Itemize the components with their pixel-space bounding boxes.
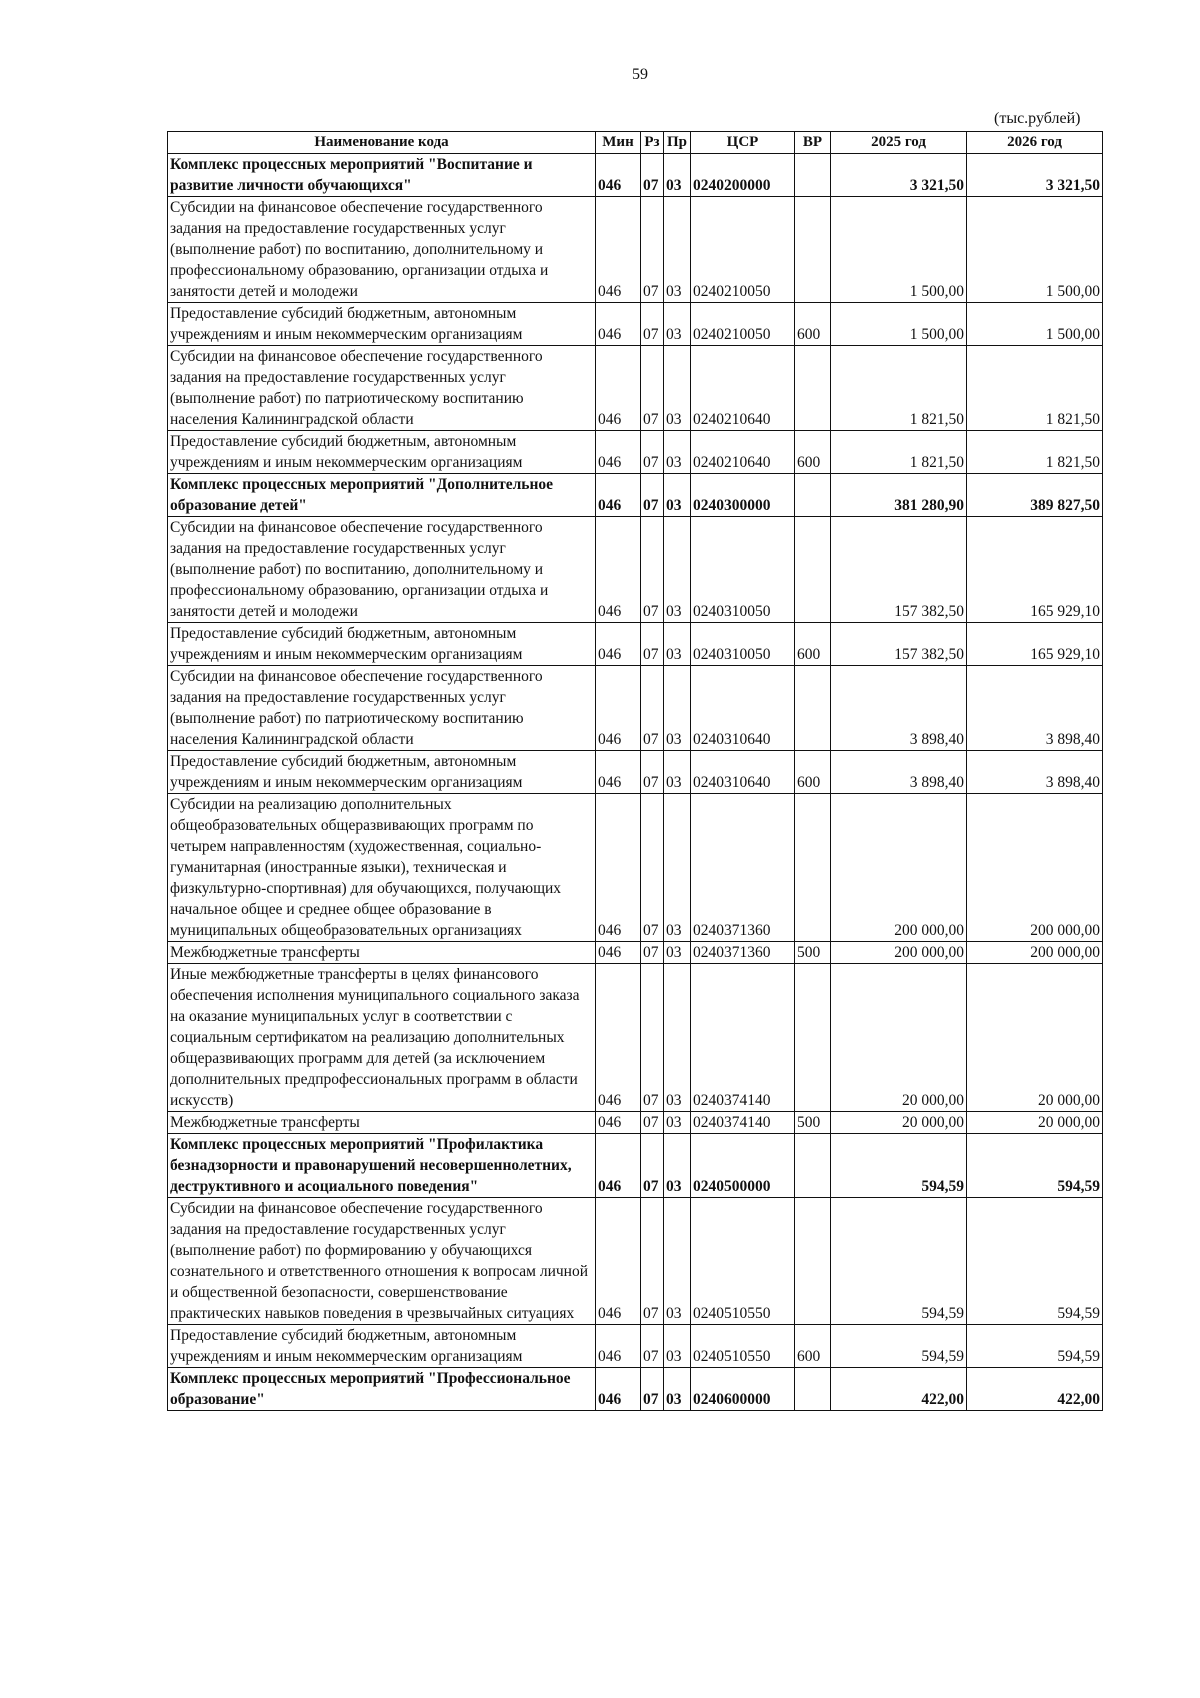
cell-name: Субсидии на финансовое обеспечение государственного задания на предоставление государственных услуг (выполнение работ) по патриотическому воспитанию населения Калининградской области bbox=[168, 666, 596, 751]
cell-name: Комплекс процессных мероприятий "Дополнительное образование детей" bbox=[168, 474, 596, 517]
cell-rz: 07 bbox=[641, 751, 664, 794]
cell-rz: 07 bbox=[641, 431, 664, 474]
cell-csr: 0240374140 bbox=[691, 964, 795, 1112]
cell-vr bbox=[795, 1368, 831, 1411]
cell-vr: 500 bbox=[795, 942, 831, 964]
header-2026: 2026 год bbox=[967, 132, 1103, 154]
cell-name: Иные межбюджетные трансферты в целях финансового обеспечения исполнения муниципального социального заказа на оказание муниципальных услуг в соответствии с социальным сертификатом на реализацию дополнительных общеразвивающих программ для детей (за исключением дополнительных предпрофессиональных программ в области искусств) bbox=[168, 964, 596, 1112]
cell-2025: 1 821,50 bbox=[831, 431, 967, 474]
units-label: (тыс.рублей) bbox=[994, 110, 1081, 127]
cell-vr bbox=[795, 1134, 831, 1198]
cell-name: Межбюджетные трансферты bbox=[168, 1112, 596, 1134]
cell-2026: 165 929,10 bbox=[967, 623, 1103, 666]
cell-2025: 381 280,90 bbox=[831, 474, 967, 517]
cell-2026: 422,00 bbox=[967, 1368, 1103, 1411]
cell-2026: 165 929,10 bbox=[967, 517, 1103, 623]
cell-rz: 07 bbox=[641, 942, 664, 964]
cell-name: Субсидии на реализацию дополнительных общеобразовательных общеразвивающих программ по четырем направленностям (художественная, социально-гуманитарная (иностранные языки), техническая и физкультурно-спортивная) для обучающихся, получающих начальное общее и среднее общее образование в муниципальных общеобразовательных организациях bbox=[168, 794, 596, 942]
cell-2026: 594,59 bbox=[967, 1325, 1103, 1368]
cell-pr: 03 bbox=[664, 942, 691, 964]
cell-vr: 600 bbox=[795, 303, 831, 346]
cell-2025: 594,59 bbox=[831, 1325, 967, 1368]
cell-pr: 03 bbox=[664, 517, 691, 623]
cell-vr: 600 bbox=[795, 1325, 831, 1368]
cell-rz: 07 bbox=[641, 197, 664, 303]
cell-vr: 500 bbox=[795, 1112, 831, 1134]
cell-csr: 0240310640 bbox=[691, 751, 795, 794]
cell-pr: 03 bbox=[664, 751, 691, 794]
cell-pr: 03 bbox=[664, 1368, 691, 1411]
cell-min: 046 bbox=[596, 1198, 641, 1325]
cell-rz: 07 bbox=[641, 474, 664, 517]
cell-rz: 07 bbox=[641, 1368, 664, 1411]
cell-name: Субсидии на финансовое обеспечение государственного задания на предоставление государственных услуг (выполнение работ) по патриотическому воспитанию населения Калининградской области bbox=[168, 346, 596, 431]
cell-csr: 0240310640 bbox=[691, 666, 795, 751]
table-row bbox=[168, 1368, 1103, 1411]
cell-2025: 157 382,50 bbox=[831, 517, 967, 623]
cell-min: 046 bbox=[596, 794, 641, 942]
table-body bbox=[168, 154, 1103, 1411]
cell-min: 046 bbox=[596, 303, 641, 346]
cell-2026: 1 500,00 bbox=[967, 197, 1103, 303]
table-row bbox=[168, 1325, 1103, 1368]
cell-2026: 594,59 bbox=[967, 1134, 1103, 1198]
cell-name: Межбюджетные трансферты bbox=[168, 942, 596, 964]
cell-min: 046 bbox=[596, 517, 641, 623]
cell-csr: 0240510550 bbox=[691, 1325, 795, 1368]
cell-2026: 200 000,00 bbox=[967, 794, 1103, 942]
cell-csr: 0240210050 bbox=[691, 303, 795, 346]
cell-min: 046 bbox=[596, 346, 641, 431]
cell-vr bbox=[795, 964, 831, 1112]
cell-min: 046 bbox=[596, 154, 641, 197]
cell-2025: 3 898,40 bbox=[831, 666, 967, 751]
cell-pr: 03 bbox=[664, 1112, 691, 1134]
cell-min: 046 bbox=[596, 431, 641, 474]
cell-pr: 03 bbox=[664, 666, 691, 751]
header-vr: ВР bbox=[795, 132, 831, 154]
table-row bbox=[168, 964, 1103, 1112]
cell-2026: 3 321,50 bbox=[967, 154, 1103, 197]
cell-csr: 0240300000 bbox=[691, 474, 795, 517]
table-row bbox=[168, 1198, 1103, 1325]
cell-rz: 07 bbox=[641, 794, 664, 942]
header-csr: ЦСР bbox=[691, 132, 795, 154]
cell-rz: 07 bbox=[641, 517, 664, 623]
cell-min: 046 bbox=[596, 474, 641, 517]
cell-2025: 3 898,40 bbox=[831, 751, 967, 794]
cell-2025: 594,59 bbox=[831, 1198, 967, 1325]
cell-pr: 03 bbox=[664, 1325, 691, 1368]
cell-2026: 20 000,00 bbox=[967, 964, 1103, 1112]
cell-2025: 200 000,00 bbox=[831, 942, 967, 964]
table-row bbox=[168, 1134, 1103, 1198]
cell-name: Комплекс процессных мероприятий "Профилактика безнадзорности и правонарушений несовершеннолетних, деструктивного и асоциального поведения" bbox=[168, 1134, 596, 1198]
cell-2025: 1 500,00 bbox=[831, 303, 967, 346]
cell-name: Предоставление субсидий бюджетным, автономным учреждениям и иным некоммерческим организациям bbox=[168, 431, 596, 474]
cell-2026: 3 898,40 bbox=[967, 666, 1103, 751]
table-row bbox=[168, 751, 1103, 794]
header-name: Наименование кода bbox=[168, 132, 596, 154]
cell-rz: 07 bbox=[641, 303, 664, 346]
cell-pr: 03 bbox=[664, 346, 691, 431]
cell-csr: 0240210640 bbox=[691, 431, 795, 474]
cell-vr bbox=[795, 517, 831, 623]
cell-rz: 07 bbox=[641, 1198, 664, 1325]
cell-min: 046 bbox=[596, 666, 641, 751]
cell-2026: 1 821,50 bbox=[967, 431, 1103, 474]
table-row bbox=[168, 346, 1103, 431]
table-row bbox=[168, 303, 1103, 346]
table-row bbox=[168, 431, 1103, 474]
cell-csr: 0240600000 bbox=[691, 1368, 795, 1411]
cell-name: Предоставление субсидий бюджетным, автономным учреждениям и иным некоммерческим организациям bbox=[168, 303, 596, 346]
header-pr: Пр bbox=[664, 132, 691, 154]
cell-rz: 07 bbox=[641, 346, 664, 431]
cell-2025: 3 321,50 bbox=[831, 154, 967, 197]
cell-name: Предоставление субсидий бюджетным, автономным учреждениям и иным некоммерческим организациям bbox=[168, 751, 596, 794]
cell-name: Комплекс процессных мероприятий "Воспитание и развитие личности обучающихся" bbox=[168, 154, 596, 197]
cell-csr: 0240371360 bbox=[691, 794, 795, 942]
cell-rz: 07 bbox=[641, 964, 664, 1112]
cell-2025: 20 000,00 bbox=[831, 1112, 967, 1134]
cell-pr: 03 bbox=[664, 303, 691, 346]
cell-rz: 07 bbox=[641, 1134, 664, 1198]
cell-min: 046 bbox=[596, 964, 641, 1112]
cell-2025: 157 382,50 bbox=[831, 623, 967, 666]
table-header-row bbox=[168, 132, 1103, 154]
cell-2026: 594,59 bbox=[967, 1198, 1103, 1325]
cell-vr bbox=[795, 1198, 831, 1325]
table-row bbox=[168, 1112, 1103, 1134]
cell-pr: 03 bbox=[664, 794, 691, 942]
cell-2026: 1 500,00 bbox=[967, 303, 1103, 346]
cell-pr: 03 bbox=[664, 1134, 691, 1198]
cell-min: 046 bbox=[596, 197, 641, 303]
cell-rz: 07 bbox=[641, 1325, 664, 1368]
cell-vr bbox=[795, 794, 831, 942]
cell-pr: 03 bbox=[664, 154, 691, 197]
cell-pr: 03 bbox=[664, 623, 691, 666]
cell-vr bbox=[795, 346, 831, 431]
cell-rz: 07 bbox=[641, 1112, 664, 1134]
cell-min: 046 bbox=[596, 1368, 641, 1411]
table-row bbox=[168, 154, 1103, 197]
cell-2026: 389 827,50 bbox=[967, 474, 1103, 517]
cell-csr: 0240500000 bbox=[691, 1134, 795, 1198]
cell-pr: 03 bbox=[664, 197, 691, 303]
cell-pr: 03 bbox=[664, 1198, 691, 1325]
cell-csr: 0240310050 bbox=[691, 517, 795, 623]
cell-name: Предоставление субсидий бюджетным, автономным учреждениям и иным некоммерческим организациям bbox=[168, 1325, 596, 1368]
cell-csr: 0240371360 bbox=[691, 942, 795, 964]
cell-2026: 20 000,00 bbox=[967, 1112, 1103, 1134]
cell-vr bbox=[795, 197, 831, 303]
cell-rz: 07 bbox=[641, 666, 664, 751]
cell-pr: 03 bbox=[664, 964, 691, 1112]
cell-vr bbox=[795, 666, 831, 751]
header-rz: Рз bbox=[641, 132, 664, 154]
header-min: Мин bbox=[596, 132, 641, 154]
cell-name: Субсидии на финансовое обеспечение государственного задания на предоставление государственных услуг (выполнение работ) по воспитанию, дополнительному и профессиональному образованию, организации отдыха и занятости детей и молодежи bbox=[168, 197, 596, 303]
cell-csr: 0240210640 bbox=[691, 346, 795, 431]
cell-pr: 03 bbox=[664, 431, 691, 474]
cell-csr: 0240310050 bbox=[691, 623, 795, 666]
cell-2025: 594,59 bbox=[831, 1134, 967, 1198]
cell-2025: 200 000,00 bbox=[831, 794, 967, 942]
table-row bbox=[168, 794, 1103, 942]
cell-name: Комплекс процессных мероприятий "Профессиональное образование" bbox=[168, 1368, 596, 1411]
cell-name: Предоставление субсидий бюджетным, автономным учреждениям и иным некоммерческим организациям bbox=[168, 623, 596, 666]
cell-vr: 600 bbox=[795, 751, 831, 794]
cell-2026: 3 898,40 bbox=[967, 751, 1103, 794]
cell-2025: 1 500,00 bbox=[831, 197, 967, 303]
cell-min: 046 bbox=[596, 623, 641, 666]
table-row bbox=[168, 197, 1103, 303]
cell-2025: 1 821,50 bbox=[831, 346, 967, 431]
cell-min: 046 bbox=[596, 942, 641, 964]
cell-rz: 07 bbox=[641, 623, 664, 666]
table-row bbox=[168, 666, 1103, 751]
cell-vr bbox=[795, 154, 831, 197]
cell-min: 046 bbox=[596, 751, 641, 794]
cell-name: Субсидии на финансовое обеспечение государственного задания на предоставление государственных услуг (выполнение работ) по формированию у обучающихся сознательного и ответственного отношения к вопросам личной и общественной безопасности, совершенствование практических навыков поведения в чрезвычайных ситуациях bbox=[168, 1198, 596, 1325]
cell-csr: 0240210050 bbox=[691, 197, 795, 303]
cell-csr: 0240200000 bbox=[691, 154, 795, 197]
cell-min: 046 bbox=[596, 1134, 641, 1198]
table-row bbox=[168, 623, 1103, 666]
cell-vr bbox=[795, 474, 831, 517]
cell-min: 046 bbox=[596, 1112, 641, 1134]
cell-csr: 0240510550 bbox=[691, 1198, 795, 1325]
cell-pr: 03 bbox=[664, 474, 691, 517]
cell-vr: 600 bbox=[795, 623, 831, 666]
page-number-text: 59 bbox=[632, 66, 648, 83]
cell-2026: 1 821,50 bbox=[967, 346, 1103, 431]
table-row bbox=[168, 942, 1103, 964]
cell-csr: 0240374140 bbox=[691, 1112, 795, 1134]
cell-rz: 07 bbox=[641, 154, 664, 197]
header-2025: 2025 год bbox=[831, 132, 967, 154]
cell-2026: 200 000,00 bbox=[967, 942, 1103, 964]
cell-name: Субсидии на финансовое обеспечение государственного задания на предоставление государственных услуг (выполнение работ) по воспитанию, дополнительному и профессиональному образованию, организации отдыха и занятости детей и молодежи bbox=[168, 517, 596, 623]
cell-min: 046 bbox=[596, 1325, 641, 1368]
cell-vr: 600 bbox=[795, 431, 831, 474]
budget-table bbox=[167, 131, 1103, 1411]
cell-2025: 20 000,00 bbox=[831, 964, 967, 1112]
cell-2025: 422,00 bbox=[831, 1368, 967, 1411]
table-row bbox=[168, 517, 1103, 623]
table-row bbox=[168, 474, 1103, 517]
